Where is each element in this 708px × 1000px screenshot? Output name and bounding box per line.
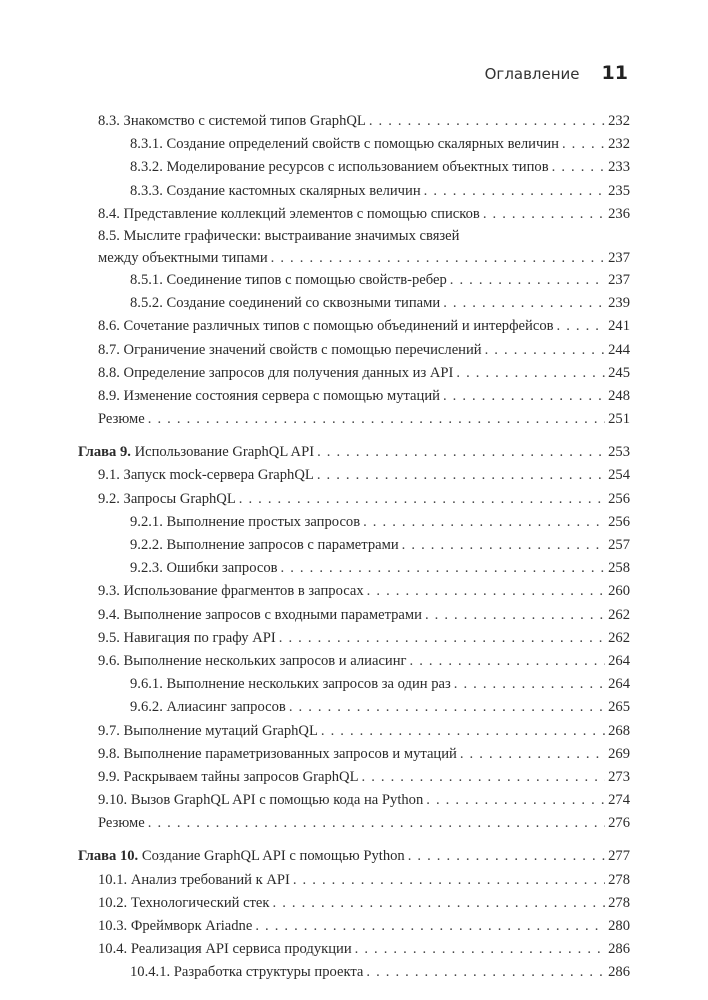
dot-leader <box>273 892 606 915</box>
dot-leader <box>410 650 606 673</box>
toc-entry-title <box>130 534 399 557</box>
toc-entry-title <box>98 339 482 362</box>
dot-leader <box>271 247 605 269</box>
toc-entry-title <box>78 441 314 464</box>
toc-entry-title <box>98 915 252 938</box>
toc-entry-title <box>98 385 440 408</box>
toc-entry[interactable] <box>78 650 630 673</box>
toc-entry-title <box>98 789 423 812</box>
toc-entry[interactable] <box>78 534 630 557</box>
toc-entry[interactable] <box>78 226 630 247</box>
toc-entry-page: 256 <box>608 490 630 507</box>
dot-leader <box>366 961 605 984</box>
toc-entry-title <box>98 720 318 743</box>
dot-leader <box>562 133 605 156</box>
chapter-number: Глава 9. <box>78 444 131 461</box>
toc-entry-page: 233 <box>608 159 630 176</box>
toc-entry-title <box>130 269 447 292</box>
toc-entry-label: Использование GraphQL API <box>134 444 315 461</box>
toc-entry-label: 9.2. Запросы GraphQL <box>98 490 236 507</box>
toc-entry-label: 9.2.2. Выполнение запросов с параметрами <box>130 537 399 553</box>
toc-entry-page: 254 <box>608 467 630 484</box>
toc-entry[interactable] <box>78 156 630 179</box>
toc-entry-title <box>98 892 270 915</box>
dot-leader <box>293 869 605 892</box>
toc-entry[interactable] <box>78 743 630 766</box>
dot-leader <box>426 789 605 812</box>
toc-entry-page: 262 <box>608 629 630 646</box>
toc-entry-title <box>98 464 314 487</box>
toc-entry[interactable] <box>78 385 630 408</box>
toc-entry-label: 8.7. Ограничение значений свойств с помощью перечислений <box>98 341 482 358</box>
toc-entry[interactable] <box>78 627 630 650</box>
toc-entry-title <box>130 961 363 984</box>
toc-entry-page: 235 <box>608 182 630 199</box>
toc-entry-title <box>98 627 276 650</box>
toc-entry-page: 273 <box>608 768 630 785</box>
page-number: 11 <box>601 62 628 84</box>
dot-leader <box>321 720 605 743</box>
toc-entry-title <box>98 604 422 627</box>
toc-entry[interactable] <box>78 269 630 292</box>
toc-entry-label: 10.4.1. Разработка структуры проекта <box>130 964 364 981</box>
toc-entry-title <box>130 180 421 203</box>
toc-entry-page: 232 <box>608 136 630 153</box>
toc-entry-label: Резюме <box>98 411 145 428</box>
toc-entry-page: 269 <box>608 745 630 762</box>
toc-entry-page: 248 <box>608 387 630 404</box>
toc-entry-label: 9.4. Выполнение запросов с входными параметрами <box>98 606 422 623</box>
toc-entry-title <box>98 743 457 766</box>
toc-entry[interactable] <box>78 869 630 892</box>
toc-chapter[interactable] <box>78 845 630 868</box>
toc-entry-page: 236 <box>608 205 630 222</box>
dot-leader <box>557 315 606 338</box>
toc-entry-page: 256 <box>608 513 630 530</box>
toc-entry-label: 9.5. Навигация по графу API <box>98 629 276 646</box>
toc-entry-label: 9.6.2. Алиасинг запросов <box>130 699 286 716</box>
toc-entry[interactable] <box>78 938 630 961</box>
dot-leader <box>317 441 605 464</box>
dot-leader <box>485 339 606 362</box>
toc-entry-title <box>98 869 290 892</box>
toc-entry-title: 8.5. Мыслите графически: выстраивание значимых связей <box>98 227 460 244</box>
toc-entry-title <box>98 110 366 133</box>
toc-entry-title <box>130 156 549 179</box>
toc-entry[interactable] <box>78 133 630 156</box>
toc-entry-continuation[interactable] <box>78 247 630 269</box>
toc-entry-label: 8.9. Изменение состояния сервера с помощью мутаций <box>98 387 440 404</box>
toc-entry[interactable] <box>78 488 630 511</box>
dot-leader <box>408 845 605 868</box>
toc-entry[interactable] <box>78 557 630 580</box>
toc-entry-page: 257 <box>608 537 630 553</box>
toc-entry[interactable] <box>78 696 630 719</box>
toc-entry[interactable] <box>78 511 630 534</box>
toc-entry-page: 241 <box>608 318 630 335</box>
toc-entry-label: 8.4. Представление коллекций элементов с помощью списков <box>98 205 480 222</box>
toc-entry-label: 9.1. Запуск mock-сервера GraphQL <box>98 467 314 484</box>
toc-entry-page: 276 <box>608 815 630 832</box>
dot-leader <box>281 557 606 580</box>
toc-entry[interactable] <box>78 339 630 362</box>
toc-entry-page: 278 <box>608 871 630 888</box>
toc-entry-label: 10.2. Технологический стек <box>98 894 270 911</box>
dot-leader <box>402 534 605 557</box>
toc-entry-label: 9.2.1. Выполнение простых запросов <box>130 513 361 530</box>
toc-entry-label: 9.6. Выполнение нескольких запросов и алиасинг <box>98 652 407 669</box>
toc-entry-page: 286 <box>608 941 630 958</box>
toc-entry[interactable] <box>78 315 630 338</box>
toc-entry-label: Создание GraphQL API с помощью Python <box>141 848 405 865</box>
toc-entry-page: 264 <box>608 676 630 693</box>
toc-entry[interactable] <box>78 292 630 315</box>
toc-entry[interactable] <box>78 180 630 203</box>
toc-chapter[interactable] <box>78 441 630 464</box>
dot-leader <box>148 812 605 835</box>
dot-leader <box>425 604 605 627</box>
dot-leader <box>362 766 606 789</box>
toc-entry-title <box>98 408 145 431</box>
toc-entry-title <box>130 557 278 580</box>
toc-entry-page: 280 <box>608 918 630 934</box>
toc-entry-label: 9.9. Раскрываем тайны запросов GraphQL <box>98 768 359 785</box>
toc-entry[interactable] <box>78 892 630 915</box>
toc-entry-label: 10.4. Реализация API сервиса продукции <box>98 941 352 958</box>
toc-entry-label: 9.8. Выполнение параметризованных запросов и мутаций <box>98 745 457 762</box>
toc-entry-label: 8.3.2. Моделирование ресурсов с использованием объектных типов <box>130 159 549 176</box>
toc-entry-label: 8.6. Сочетание различных типов с помощью объединений и интерфейсов <box>98 318 554 335</box>
toc-entry-title <box>98 812 145 835</box>
chapter-number: Глава 10. <box>78 848 139 865</box>
dot-leader <box>450 269 605 292</box>
toc-entry[interactable] <box>78 789 630 812</box>
toc-entry-label: 9.6.1. Выполнение нескольких запросов за один раз <box>130 676 451 693</box>
toc-entry-title <box>98 203 480 226</box>
dot-leader <box>483 203 605 226</box>
toc-entry-title <box>98 315 554 338</box>
dot-leader <box>460 743 605 766</box>
toc-entry-page: 265 <box>608 699 630 716</box>
dot-leader <box>255 915 605 938</box>
toc-entry[interactable] <box>78 362 630 385</box>
toc-entry-page: 274 <box>608 792 630 809</box>
toc-entry-title <box>130 673 451 696</box>
toc-entry-label: 8.5.1. Соединение типов с помощью свойств-ребер <box>130 271 447 288</box>
toc-entry-page: 268 <box>608 722 630 739</box>
dot-leader <box>443 292 605 315</box>
toc-entry[interactable] <box>78 464 630 487</box>
dot-leader <box>443 385 605 408</box>
toc-entry[interactable] <box>78 673 630 696</box>
toc-entry-label: 10.1. Анализ требований к API <box>98 871 290 888</box>
toc-entry-page: 239 <box>608 295 630 312</box>
toc-entry-label: 9.10. Вызов GraphQL API с помощью кода на Python <box>98 792 424 809</box>
dot-leader <box>317 464 605 487</box>
toc-entry[interactable] <box>78 915 630 938</box>
dot-leader <box>239 488 605 511</box>
toc-entry-page: 245 <box>608 364 630 381</box>
dot-leader <box>369 110 605 133</box>
running-header <box>485 62 628 84</box>
toc-entry-page: 264 <box>608 652 630 669</box>
toc-entry[interactable] <box>78 766 630 789</box>
toc-entry-title <box>130 292 440 315</box>
toc-entry[interactable] <box>78 408 630 431</box>
toc-entry-title <box>130 511 360 534</box>
toc-entry-title <box>98 766 359 789</box>
toc-entry-page: 237 <box>608 271 630 288</box>
toc-entry-label: 10.3. Фреймворк Ariadne <box>98 918 253 934</box>
toc-entry-label: 8.8. Определение запросов для получения данных из API <box>98 364 454 381</box>
dot-leader <box>363 511 605 534</box>
toc-entry-page: 260 <box>608 583 630 600</box>
toc-entry-label: 9.3. Использование фрагментов в запросах <box>98 583 364 600</box>
toc-entry-label: 8.3.1. Создание определений свойств с помощью скалярных величин <box>130 136 559 153</box>
dot-leader <box>424 180 605 203</box>
table-of-contents <box>78 110 630 985</box>
toc-entry-page: 244 <box>608 341 630 358</box>
dot-leader <box>456 362 605 385</box>
toc-entry-title <box>98 938 352 961</box>
toc-entry-title <box>78 845 405 868</box>
dot-leader <box>355 938 605 961</box>
toc-entry-page: 258 <box>608 560 630 577</box>
section-title: Оглавление <box>484 65 580 83</box>
toc-entry-label: 8.5.2. Создание соединений со сквозными типами <box>130 295 441 312</box>
toc-entry[interactable] <box>78 720 630 743</box>
toc-entry-page: 277 <box>608 848 630 865</box>
toc-entry[interactable] <box>78 203 630 226</box>
dot-leader <box>367 580 605 603</box>
toc-entry-title: между объектными типами <box>98 249 268 266</box>
toc-entry-title <box>130 696 286 719</box>
toc-entry[interactable] <box>78 580 630 603</box>
toc-entry-label: 8.3. Знакомство с системой типов GraphQL <box>98 113 366 129</box>
toc-entry-title <box>98 362 453 385</box>
dot-leader <box>289 696 605 719</box>
toc-entry-label: 9.2.3. Ошибки запросов <box>130 560 278 577</box>
toc-entry-page: 251 <box>608 411 630 428</box>
toc-entry[interactable] <box>78 812 630 835</box>
dot-leader <box>279 627 605 650</box>
dot-leader <box>552 156 605 179</box>
toc-entry-title <box>98 488 236 511</box>
toc-entry[interactable] <box>78 604 630 627</box>
toc-entry-page: 232 <box>608 113 630 129</box>
toc-entry-title <box>98 580 364 603</box>
dot-leader <box>454 673 605 696</box>
toc-entry-label: 9.7. Выполнение мутаций GraphQL <box>98 722 318 739</box>
toc-entry-title <box>130 133 559 156</box>
toc-entry-label: Резюме <box>98 815 145 832</box>
toc-entry-page: 278 <box>608 894 630 911</box>
toc-entry-title <box>98 650 407 673</box>
toc-entry-page: 253 <box>608 444 630 461</box>
dot-leader <box>148 408 605 431</box>
toc-entry-page: 286 <box>608 964 630 981</box>
toc-entry[interactable] <box>78 961 630 984</box>
toc-entry-page: 237 <box>608 249 630 266</box>
toc-entry-label: 8.3.3. Создание кастомных скалярных величин <box>130 182 421 199</box>
toc-entry[interactable] <box>78 110 630 133</box>
toc-entry-page: 262 <box>608 606 630 623</box>
